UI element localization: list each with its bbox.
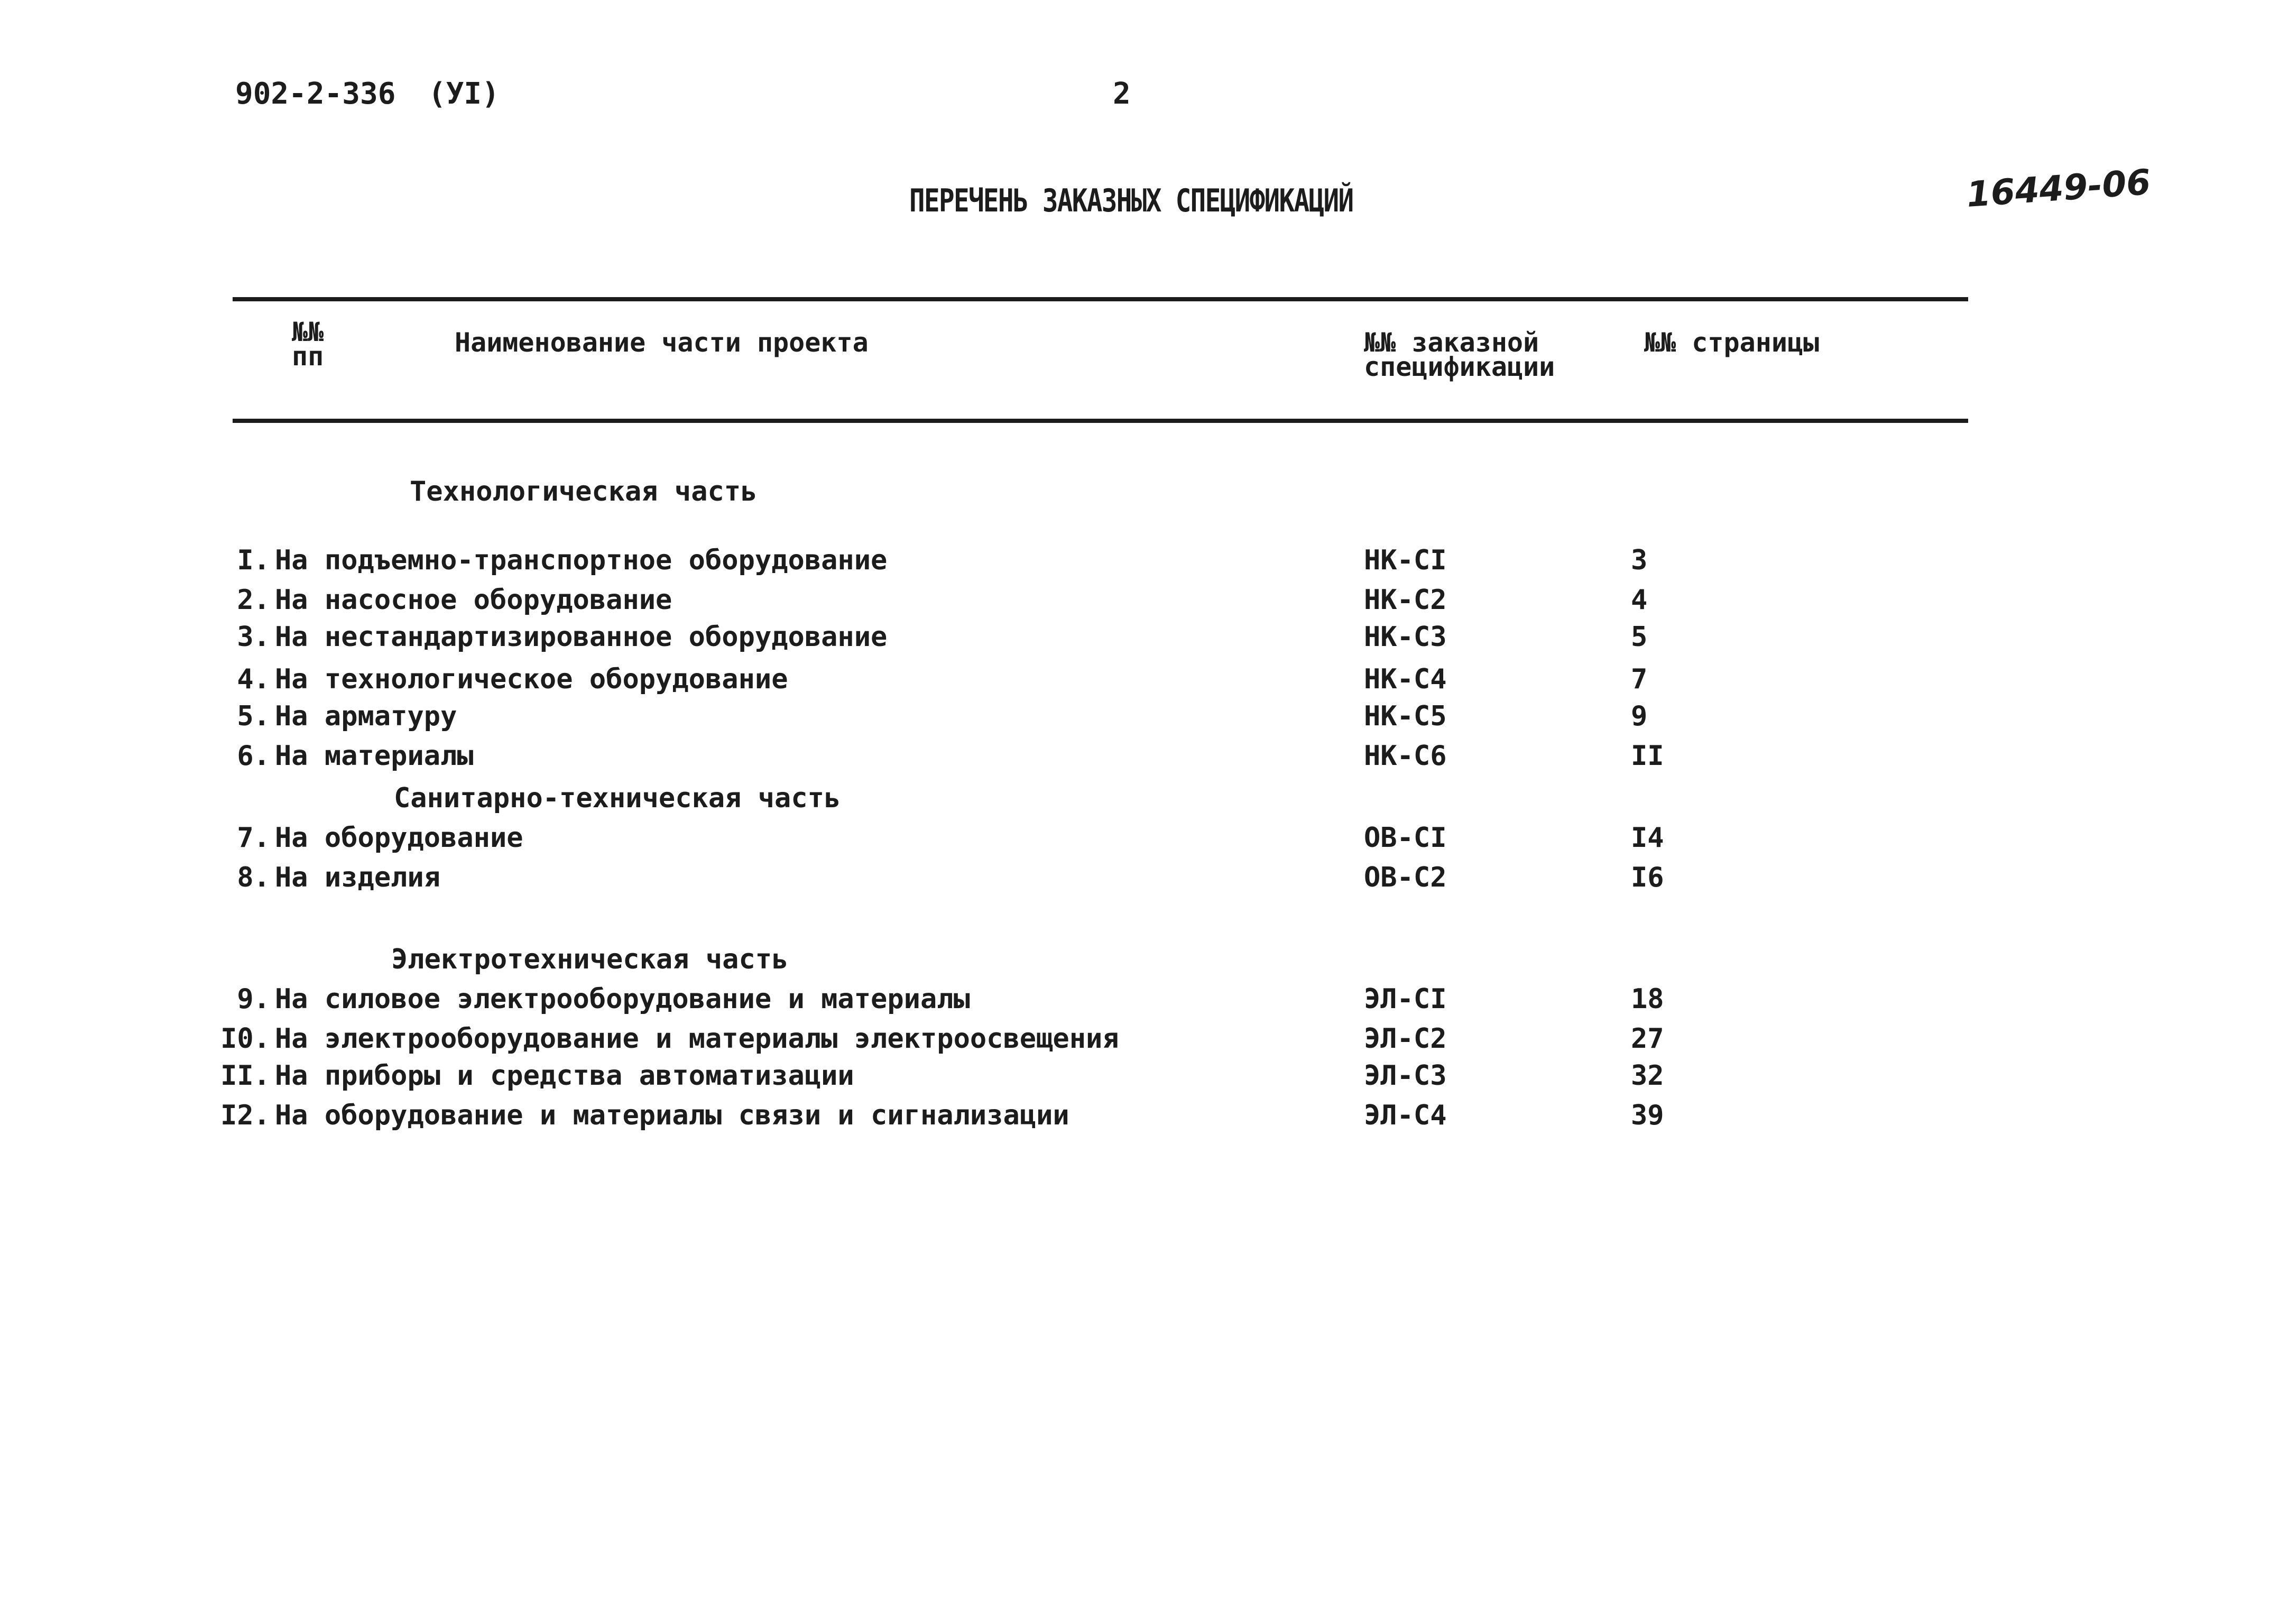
header-name: Наименование части проекта	[455, 327, 869, 358]
table-row	[0, 621, 2279, 658]
header-spec-line2: спецификации	[1364, 352, 1555, 382]
row-number: 6.	[237, 740, 270, 772]
table-top-rule	[233, 297, 1968, 301]
handwritten-reference: 16449-06	[1965, 161, 2152, 215]
row-spec: НК-С6	[1364, 740, 1447, 772]
section-title-electrical: Электротехническая часть	[391, 944, 789, 975]
row-spec: НК-С3	[1364, 621, 1447, 653]
row-name: На технологическое оборудование	[275, 663, 788, 695]
row-page: 39	[1631, 1100, 1664, 1131]
row-number: 9.	[237, 983, 270, 1015]
row-name: На оборудование	[275, 822, 523, 854]
row-page: I4	[1631, 822, 1664, 854]
section-title-technological: Технологическая часть	[410, 476, 758, 508]
table-row	[0, 822, 2279, 859]
row-page: II	[1631, 740, 1664, 772]
row-spec: ОВ-С2	[1364, 862, 1447, 893]
page-title: ПЕРЕЧЕНЬ ЗАКАЗНЫХ СПЕЦИФИКАЦИЙ	[909, 182, 1353, 219]
table-row	[0, 700, 2279, 737]
row-number: 5.	[237, 700, 270, 732]
row-spec: ЭЛ-С3	[1364, 1060, 1447, 1092]
table-row	[0, 740, 2279, 777]
row-spec: ЭЛ-С4	[1364, 1100, 1447, 1131]
row-number: I2.	[220, 1100, 270, 1131]
header-num-line1: №№	[292, 317, 324, 347]
table-row	[0, 983, 2279, 1020]
row-name: На насосное оборудование	[275, 584, 672, 616]
row-page: 9	[1631, 700, 1648, 732]
row-number: 4.	[237, 663, 270, 695]
row-name: На нестандартизированное оборудование	[275, 621, 888, 653]
document-volume: (УI)	[428, 77, 500, 111]
row-name: На оборудование и материалы связи и сигнализации	[275, 1100, 1069, 1131]
row-page: 4	[1631, 584, 1648, 616]
section-title-sanitary: Санитарно-техническая часть	[394, 782, 841, 814]
row-spec: ОВ-СI	[1364, 822, 1447, 854]
table-row	[0, 545, 2279, 582]
row-name: На материалы	[275, 740, 474, 772]
header-spec-line1: №№ заказной	[1364, 327, 1539, 358]
table-row	[0, 862, 2279, 899]
row-number: 2.	[237, 584, 270, 616]
row-name: На изделия	[275, 862, 441, 893]
table-row	[0, 1100, 2279, 1137]
row-name: На приборы и средства автоматизации	[275, 1060, 854, 1092]
row-page: 27	[1631, 1023, 1664, 1055]
document-code: 902-2-336	[235, 77, 396, 111]
row-number: I.	[237, 545, 270, 576]
row-spec: НК-С5	[1364, 700, 1447, 732]
row-name: На электрооборудование и материалы электроосвещения	[275, 1023, 1119, 1055]
header-spec	[1364, 327, 1555, 382]
row-name: На силовое электрооборудование и материалы	[275, 983, 970, 1015]
row-name: На подъемно-транспортное оборудование	[275, 545, 888, 576]
row-name: На арматуру	[275, 700, 457, 732]
table-row	[0, 663, 2279, 700]
row-page: 7	[1631, 663, 1648, 695]
row-page: 32	[1631, 1060, 1664, 1092]
header-page: №№ страницы	[1644, 327, 1820, 358]
row-spec: ЭЛ-С2	[1364, 1023, 1447, 1055]
table-row	[0, 1060, 2279, 1097]
header-num-line2: пп	[292, 341, 324, 372]
row-page: 3	[1631, 545, 1648, 576]
row-number: 8.	[237, 862, 270, 893]
table-row	[0, 584, 2279, 621]
row-spec: НК-СI	[1364, 545, 1447, 576]
table-row	[0, 1023, 2279, 1060]
row-number: 7.	[237, 822, 270, 854]
row-page: 18	[1631, 983, 1664, 1015]
page-number: 2	[1113, 77, 1131, 111]
row-number: I0.	[220, 1023, 270, 1055]
row-number: 3.	[237, 621, 270, 653]
table-header-bottom-rule	[233, 419, 1968, 423]
row-number: II.	[220, 1060, 270, 1092]
row-spec: ЭЛ-СI	[1364, 983, 1447, 1015]
row-page: 5	[1631, 621, 1648, 653]
row-spec: НК-С2	[1364, 584, 1447, 616]
row-page: I6	[1631, 862, 1664, 893]
header-num	[292, 317, 324, 372]
row-spec: НК-С4	[1364, 663, 1447, 695]
